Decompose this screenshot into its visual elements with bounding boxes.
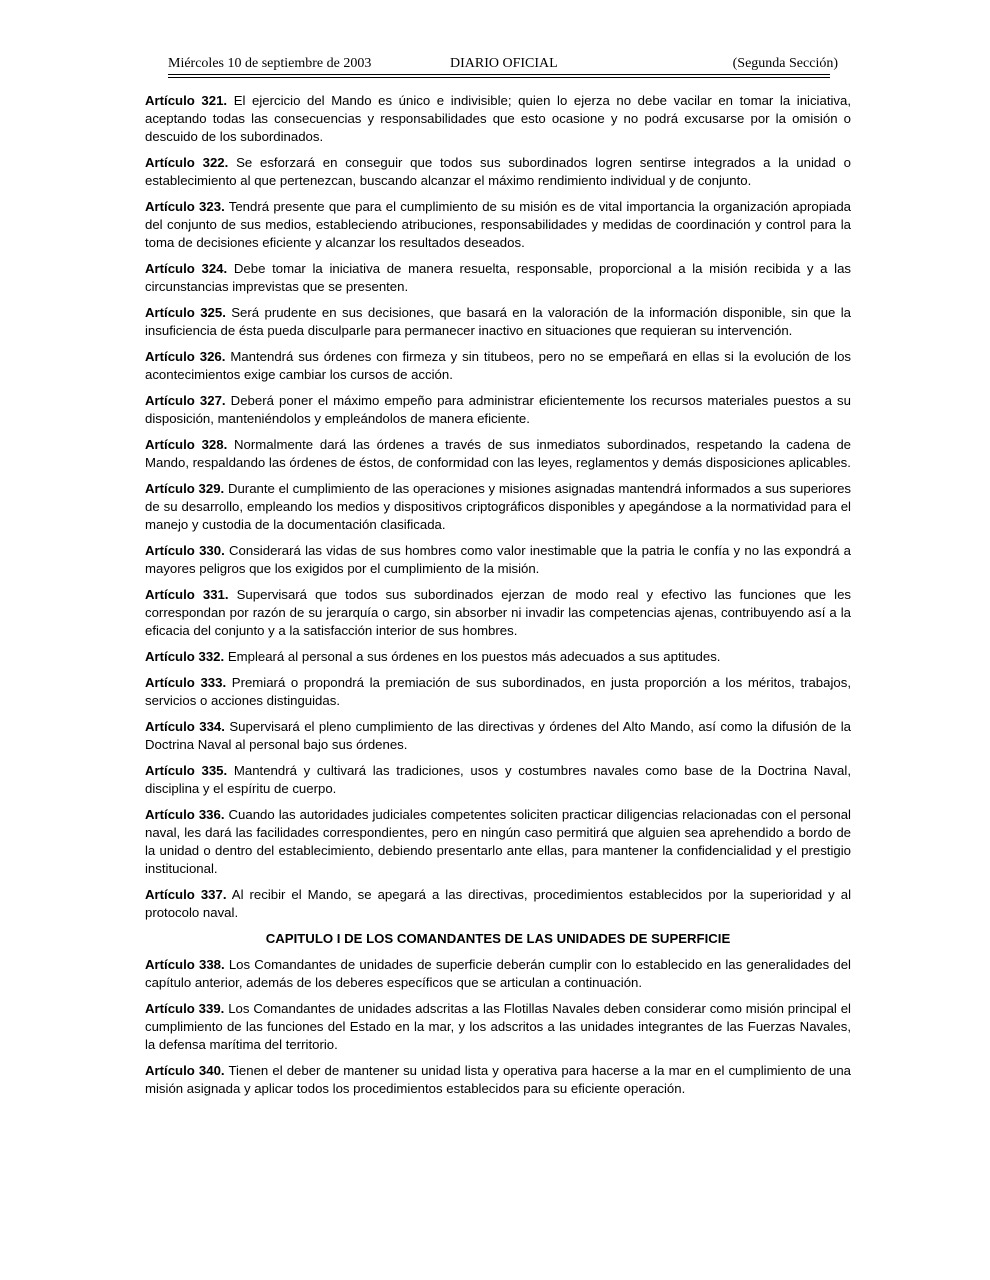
article-number: Artículo 326.: [145, 349, 226, 364]
page-header: [168, 56, 838, 76]
article-number: Artículo 330.: [145, 543, 225, 558]
article-text: Supervisará que todos sus subordinados ejerzan de modo real y efectivo las funciones que les correspondan por razón de su jerarquía o cargo, sin absorber ni invadir las competencias ajenas, contribuyendo así a la eficacia del conjunto y a la satisfacción interior de sus hombres.: [145, 587, 852, 638]
article-paragraph: [145, 1000, 851, 1054]
articles-group-chapter-1: [145, 956, 851, 1098]
article-number: Artículo 338.: [145, 957, 225, 972]
header-publication: DIARIO OFICIAL: [450, 56, 558, 71]
article-text: Se esforzará en conseguir que todos sus subordinados logren sentirse integrados a la unidad o establecimiento al que pertenezcan, buscando alcanzar el máximo rendimiento individual y de conjunto.: [145, 155, 851, 188]
article-text: Considerará las vidas de sus hombres como valor inestimable que la patria le confía y no las expondrá a mayores peligros que los exigidos por el cumplimiento de la misión.: [145, 543, 851, 576]
header-rule: [168, 74, 830, 75]
article-paragraph: [145, 674, 851, 710]
article-number: Artículo 325.: [145, 305, 226, 320]
article-paragraph: [145, 718, 851, 754]
article-paragraph: [145, 260, 851, 296]
article-text: Tendrá presente que para el cumplimiento de su misión es de vital importancia la organización apropiada del conjunto de sus medios, estableciendo atribuciones, responsabilidades y medidas de coordinación y control para la toma de decisiones eficiente y alcanzar los resultados deseados.: [145, 199, 851, 250]
article-paragraph: [145, 806, 851, 878]
header-section: (Segunda Sección): [732, 56, 838, 71]
article-text: Será prudente en sus decisiones, que basará en la valoración de la información disponible, sin que la insuficiencia de ésta pueda disculparle para permanecer inactivo en situaciones que requieran su intervención.: [145, 305, 852, 338]
article-paragraph: [145, 436, 851, 472]
article-number: Artículo 329.: [145, 481, 225, 496]
article-paragraph: [145, 154, 851, 190]
header-rule-double: [168, 77, 830, 78]
article-text: Supervisará el pleno cumplimiento de las directivas y órdenes del Alto Mando, así como la difusión de la Doctrina Naval al personal bajo sus órdenes.: [145, 719, 852, 752]
document-body: [145, 92, 851, 1106]
article-number: Artículo 332.: [145, 649, 225, 664]
article-number: Artículo 324.: [145, 261, 228, 276]
article-paragraph: [145, 348, 851, 384]
article-text: Deberá poner el máximo empeño para administrar eficientemente los recursos materiales puestos a su disposición, manteniéndolos y empleándolos de manera eficiente.: [145, 393, 851, 426]
header-date: Miércoles 10 de septiembre de 2003: [168, 56, 372, 71]
article-number: Artículo 335.: [145, 763, 228, 778]
article-paragraph: [145, 956, 851, 992]
article-text: Premiará o propondrá la premiación de sus subordinados, en justa proporción a los méritos, trabajos, servicios o acciones distinguidas.: [145, 675, 851, 708]
article-number: Artículo 321.: [145, 93, 228, 108]
articles-group-general: [145, 92, 851, 922]
article-text: Mantendrá y cultivará las tradiciones, usos y costumbres navales como base de la Doctrina Naval, disciplina y el espíritu de cuerpo.: [145, 763, 851, 796]
article-text: Empleará al personal a sus órdenes en los puestos más adecuados a sus aptitudes.: [227, 649, 721, 664]
article-number: Artículo 328.: [145, 437, 228, 452]
article-number: Artículo 323.: [145, 199, 225, 214]
article-text: Durante el cumplimiento de las operaciones y misiones asignadas mantendrá informados a sus superiores de su desarrollo, empleando los medios y dispositivos criptográficos disponibles y apegándose a la normatividad para el manejo y custodia de la documentación clasificada.: [145, 481, 852, 532]
article-text: Cuando las autoridades judiciales competentes soliciten practicar diligencias relacionadas con el personal naval, les dará las facilidades correspondientes, pero en ningún caso permitirá que alguien sea aprehendido a bordo de la unidad o dentro del establecimiento, debiendo presentarlo ante ellas, para mantener la confidencialidad y el prestigio institucional.: [145, 807, 851, 876]
article-text: Los Comandantes de unidades de superficie deberán cumplir con lo establecido en las generalidades del capítulo anterior, además de los deberes específicos que se articulan a continuación.: [145, 957, 851, 990]
article-text: Debe tomar la iniciativa de manera resuelta, responsable, proporcional a la misión recibida y a las circunstancias imprevistas que se presenten.: [145, 261, 852, 294]
article-paragraph: [145, 886, 851, 922]
article-text: Al recibir el Mando, se apegará a las directivas, procedimientos establecidos por la superioridad y al protocolo naval.: [145, 887, 852, 920]
article-number: Artículo 333.: [145, 675, 227, 690]
article-text: El ejercicio del Mando es único e indivisible; quien lo ejerza no debe vacilar en tomar la iniciativa, aceptando todas las consecuencias y responsabilidades que esto ocasione y no podrá excusarse por la omisión o descuido de los subordinados.: [145, 93, 851, 144]
article-number: Artículo 327.: [145, 393, 226, 408]
article-paragraph: [145, 198, 851, 252]
chapter-title: CAPITULO I DE LOS COMANDANTES DE LAS UNIDADES DE SUPERFICIE: [265, 931, 731, 946]
article-number: Artículo 322.: [145, 155, 229, 170]
article-text: Normalmente dará las órdenes a través de sus inmediatos subordinados, respetando la cadena de Mando, respaldando las órdenes de éstos, de conformidad con las leyes, reglamentos y demás disposiciones aplicables.: [145, 437, 851, 470]
article-paragraph: [145, 762, 851, 798]
article-number: Artículo 331.: [145, 587, 229, 602]
article-paragraph: [145, 542, 851, 578]
article-paragraph: [145, 304, 851, 340]
article-paragraph: [145, 92, 851, 146]
article-paragraph: [145, 586, 851, 640]
article-paragraph: [145, 480, 851, 534]
article-number: Artículo 340.: [145, 1063, 225, 1078]
article-text: Los Comandantes de unidades adscritas a las Flotillas Navales deben considerar como misión principal el cumplimiento de las funciones del Estado en la mar, y los adscritos a las unidades integrantes de las Fuerzas Navales, la defensa marítima del territorio.: [145, 1001, 851, 1052]
article-paragraph: [145, 1062, 851, 1098]
article-number: Artículo 334.: [145, 719, 225, 734]
article-number: Artículo 337.: [145, 887, 227, 902]
article-number: Artículo 339.: [145, 1001, 225, 1016]
article-paragraph: [145, 648, 851, 666]
article-text: Tienen el deber de mantener su unidad lista y operativa para hacerse a la mar en el cumplimiento de una misión asignada y aplicar todos los procedimientos establecidos para su eficiente operación.: [145, 1063, 851, 1096]
article-number: Artículo 336.: [145, 807, 225, 822]
article-paragraph: [145, 392, 851, 428]
article-text: Mantendrá sus órdenes con firmeza y sin titubeos, pero no se empeñará en ellas si la evolución de los acontecimientos exige cambiar los cursos de acción.: [145, 349, 851, 382]
